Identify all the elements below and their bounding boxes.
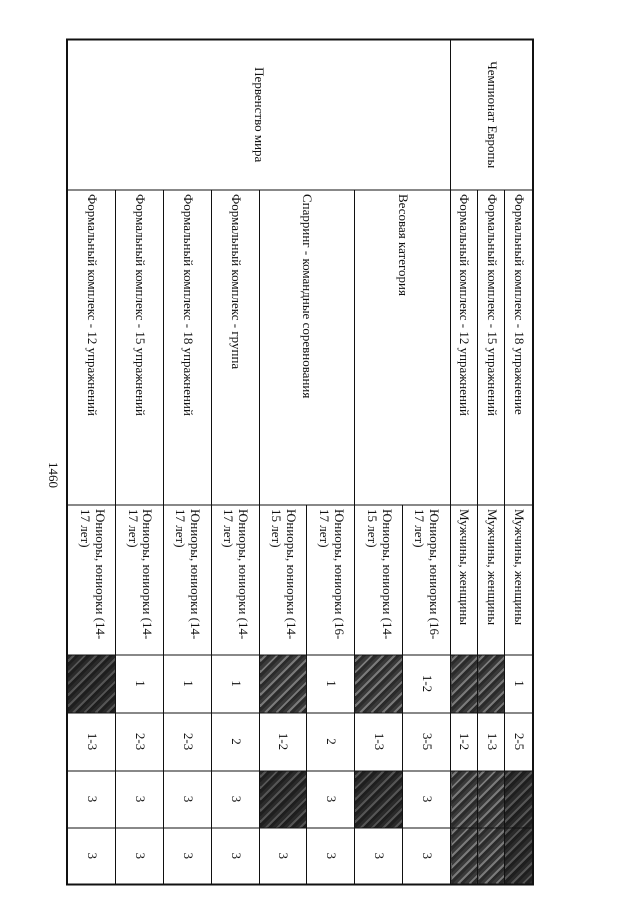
value-cell: 3-5 [403, 712, 451, 770]
value-cell: 1 [211, 654, 259, 712]
value-cell: 3 [259, 827, 307, 884]
value-cell: 3 [403, 827, 451, 884]
discipline-cell: Формальный комплекс - 12 упражнений [67, 189, 116, 504]
value-cell: 3 [116, 827, 164, 884]
participants-cell: Мужчины, женщины [450, 504, 477, 654]
value-cell: 3 [307, 827, 355, 884]
participants-cell: Юниоры, юниорки (14-15 лет) [355, 504, 403, 654]
shaded-cell [505, 770, 533, 827]
participants-cell: Юниоры, юниорки (16-17 лет) [307, 504, 355, 654]
results-table [66, 38, 534, 885]
discipline-cell: Формальный комплекс - 15 упражнений [478, 189, 505, 504]
page-number: 1460 [46, 462, 61, 488]
shaded-cell [259, 770, 307, 827]
table-row [403, 39, 451, 884]
value-cell: 3 [163, 827, 211, 884]
rotated-sheet [66, 38, 534, 883]
shaded-cell [67, 654, 116, 712]
value-cell: 2-3 [116, 712, 164, 770]
discipline-cell: Формальный комплекс - 12 упражнений [450, 189, 477, 504]
participants-cell: Юниоры, юниорки (14-17 лет) [211, 504, 259, 654]
discipline-cell: Формальный комплекс - 15 упражнений [116, 189, 164, 504]
discipline-cell: Весовая категория [355, 189, 451, 504]
event-cell: Чемпионат Европы [450, 39, 533, 189]
value-cell: 1-2 [450, 712, 477, 770]
value-cell: 3 [67, 827, 116, 884]
discipline-cell: Формальный комплекс - 18 упражнений [163, 189, 211, 504]
value-cell: 3 [211, 770, 259, 827]
value-cell: 1-3 [478, 712, 505, 770]
shaded-cell [450, 654, 477, 712]
value-cell: 2-3 [163, 712, 211, 770]
value-cell: 1-2 [259, 712, 307, 770]
value-cell: 3 [307, 770, 355, 827]
shaded-cell [259, 654, 307, 712]
shaded-cell [450, 770, 477, 827]
value-cell: 3 [67, 770, 116, 827]
shaded-cell [478, 654, 505, 712]
value-cell: 1 [163, 654, 211, 712]
value-cell: 3 [355, 827, 403, 884]
value-cell: 1-3 [355, 712, 403, 770]
shaded-cell [505, 827, 533, 884]
shaded-cell [450, 827, 477, 884]
participants-cell: Юниоры, юниорки (14-17 лет) [163, 504, 211, 654]
value-cell: 1-3 [67, 712, 116, 770]
participants-cell: Мужчины, женщины [505, 504, 533, 654]
participants-cell: Мужчины, женщины [478, 504, 505, 654]
value-cell: 1 [505, 654, 533, 712]
event-cell: Первенство мира [67, 39, 450, 189]
participants-cell: Юниоры, юниорки (14-15 лет) [259, 504, 307, 654]
value-cell: 2 [211, 712, 259, 770]
value-cell: 1 [307, 654, 355, 712]
table-row [505, 39, 533, 884]
value-cell: 1-2 [403, 654, 451, 712]
discipline-cell: Формальный комплекс - 18 упражнение [505, 189, 533, 504]
table-wrapper [66, 38, 534, 883]
shaded-cell [355, 770, 403, 827]
discipline-cell: Спарринг - командные соревнования [259, 189, 355, 504]
participants-cell: Юниоры, юниорки (14-17 лет) [67, 504, 116, 654]
value-cell: 3 [211, 827, 259, 884]
value-cell: 2-5 [505, 712, 533, 770]
value-cell: 3 [116, 770, 164, 827]
shaded-cell [478, 827, 505, 884]
discipline-cell: Формальный комплекс - группа [211, 189, 259, 504]
shaded-cell [355, 654, 403, 712]
participants-cell: Юниоры, юниорки (14-17 лет) [116, 504, 164, 654]
shaded-cell [478, 770, 505, 827]
value-cell: 2 [307, 712, 355, 770]
value-cell: 3 [403, 770, 451, 827]
value-cell: 3 [163, 770, 211, 827]
participants-cell: Юниоры, юниорки (16-17 лет) [403, 504, 451, 654]
value-cell: 1 [116, 654, 164, 712]
